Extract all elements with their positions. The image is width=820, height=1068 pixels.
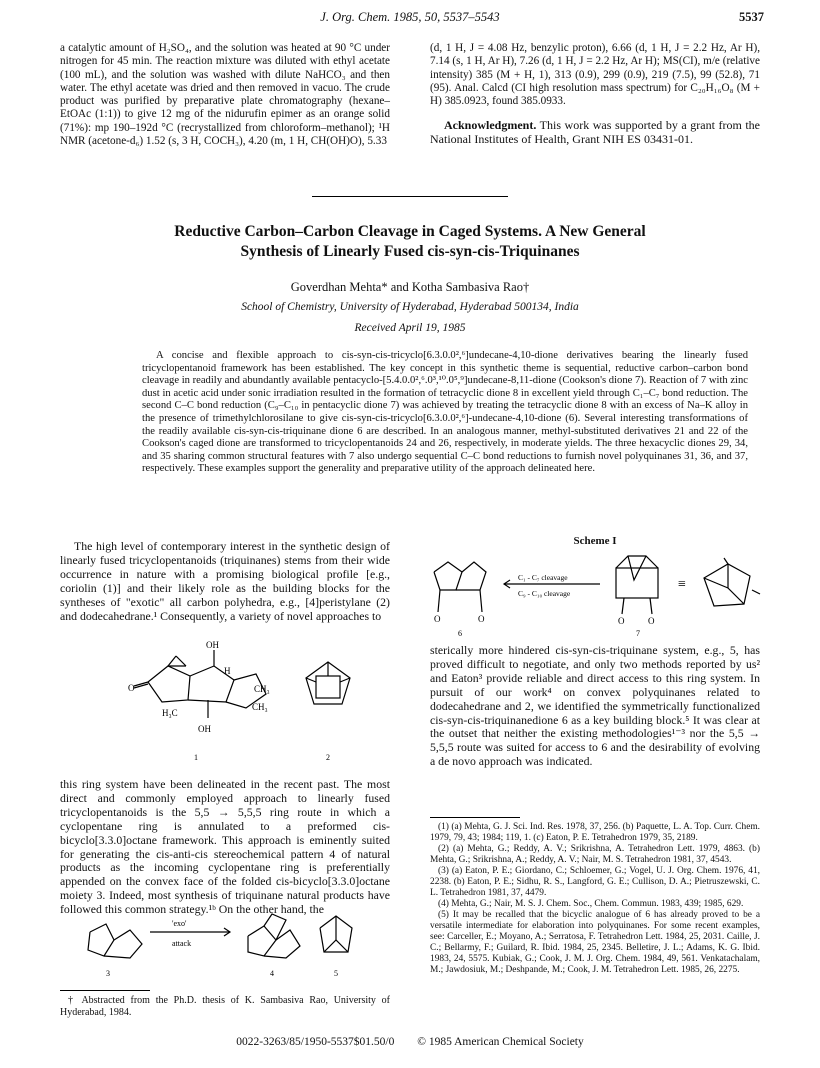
oh-label-bottom: OH bbox=[198, 724, 211, 734]
acknowledgment-label: Acknowledgment. bbox=[444, 118, 537, 133]
acknowledgment bbox=[430, 118, 760, 146]
reference-item: (3) (a) Eaton, P. E.; Giordano, C.; Schloemer, G.; Vogel, U. J. Org. Chem. 1976, 41, 2238. (b) Eaton, P. E.; Sidhu, R. S., Langford, G. E.; Cullison, D. A.; Pietruszewski, C. L. Tetrahedron 1981, 37, 4479. bbox=[430, 866, 760, 898]
received-date: Received April 19, 1985 bbox=[354, 322, 466, 334]
references-rule bbox=[430, 817, 520, 818]
reference-item: (1) (a) Mehta, G. J. Sci. Ind. Res. 1978, 37, 256. (b) Paquette, L. A. Top. Curr. Chem. 1979, 79, 43; 1984; 119, 1. (c) Eaton, P. E. Tetrahedron 1979, 35, 2189. bbox=[430, 822, 760, 843]
article-code: 0022-3263/85/1950-5537$01.50/0 bbox=[236, 1036, 395, 1048]
scheme-title: Scheme I bbox=[573, 535, 617, 547]
structure-3-label: 3 bbox=[106, 969, 110, 978]
arrow-bottom-label: C₉ - C₁₀ cleavage bbox=[518, 589, 571, 598]
title-line-1: Reductive Carbon–Carbon Cleavage in Caged Systems. A New General bbox=[174, 223, 646, 240]
equivalence-sign: ≡ bbox=[678, 577, 686, 592]
arrow-top-label: C₁ - C₇ cleavage bbox=[518, 573, 568, 582]
title-line-2: Synthesis of Linearly Fused cis-syn-cis-Triquinanes bbox=[240, 243, 580, 260]
structure-5-label: 5 bbox=[334, 969, 338, 978]
scheme-label-7: 7 bbox=[636, 629, 640, 638]
oh-label-top: OH bbox=[206, 640, 219, 650]
prev-article-left-text: a catalytic amount of H₂SO₄, and the solution was heated at 90 °C under nitrogen for 45 min. The reaction mixture was diluted with ethyl acetate (100 mL), and the solution was washed with dilute NaHCO₃ and then water. The ethyl acetate was dried and then removed in vacuo. The crude product was purified by preparative plate chromatography (hexane–EtOAc (1:1)) to give 12 mg of the nidurufin epimer as an orange solid (71%): mp 190–192d °C (recrystallized from chloroform–methanol); ¹H NMR (acetone-d₆) 1.52 (s, 3 H, COCH₃), 4.20 (m, 1 H, CH(OH)O), 5.33 bbox=[60, 42, 390, 148]
scheme-o-7-left: O bbox=[618, 616, 625, 626]
structures-1-2 bbox=[128, 636, 368, 771]
exo-label: 'exo' bbox=[172, 919, 187, 928]
prev-article-left-column bbox=[60, 42, 390, 148]
article-title bbox=[60, 222, 760, 262]
copyright: © 1985 American Chemical Society bbox=[417, 1036, 584, 1048]
page-footer bbox=[0, 1036, 820, 1048]
authors: Goverdhan Mehta* and Kotha Sambasiva Rao† bbox=[290, 280, 530, 294]
article-separator bbox=[312, 196, 508, 197]
prev-article-right-text: (d, 1 H, J = 4.08 Hz, benzylic proton), 6.66 (d, 1 H, J = 2.2 Hz, Ar H), 7.14 (s, 1 H, Ar H), 7.26 (d, 1 H, J = 2.2 Hz, Ar H); MS(CI), m/e (relative intensity) 385 (M + H, 1), 313 (0.9), 299 (0.9), 219 (7.5), 99 (52.8), 71 (95). Anal. Calcd (CI high resolution mass spectrum) for C₂₀H₁₆O₈ (M + H) 385.0923, found 385.0933. bbox=[430, 42, 760, 108]
h3c-label: H₃C bbox=[162, 708, 178, 718]
body-paragraph: The high level of contemporary interest in the synthetic design of linearly fused tricyclopentanoids (triquinanes) stems from their wide occurrence in nature with a promising biological profile [e.g., coriolin (1)] and their likely role as the building blocks for the syntheses of "exotic" all carbon polyhedra, e.g., [4]peristylane (2) and dodecahedrane.¹ Consequently, a variety of novel approaches to bbox=[60, 539, 390, 623]
abstract: A concise and flexible approach to cis-syn-cis-tricyclo[6.3.0.0²,⁶]undecane-4,10-dione derivatives bearing the linearly fused tricyclopentanoid framework has been established. The key concept in this synthetic theme is sequential, reductive carbon–carbon bond cleavage in readily and abundantly available pentacyclo-[5.4.0.0²,⁶.0³,¹⁰.0⁵,⁹]undecane-8,11-dione (Cookson's dione 7). Reaction of 7 with zinc dust in acetic acid under sonic irradiation resulted in the formation of tetracyclic dione 8 in excellent yield through C₁–C₇ bond reduction. The second C–C bond reduction (C₉–C₁₀ in pentacyclic dione 7) was achieved by treating the tetracyclic dione 8 with an excess of Na–K alloy in the presence of trimethylchlorosilane to give cis-syn-cis-tricyclo[6.3.0.0²,⁶]-undecane-4,10-dione (6). Several interesting transformations of the readily available cis-syn-cis-triquinane dione 6 are described. In an analogous manner, methyl-substituted derivatives 21 and 22 of the Cookson's caged dione are transformed to tricyclopentanoids 24 and 26, respectively, in moderate yields. The three hexacyclic diones 29, 34, and 35 sharing common structural features with 7 also undergo sequential C–C bond reductions to furnish novel polyquinanes 31, 36, and 37, respectively. These examples support the generality and preparative utility of the approach delineated here. bbox=[142, 350, 748, 475]
scheme-o-right: O bbox=[478, 614, 485, 624]
journal-header: J. Org. Chem. 1985, 50, 5537–5543 bbox=[320, 10, 500, 24]
prev-article-right-column bbox=[430, 42, 760, 146]
reference-item: (2) (a) Mehta, G.; Reddy, A. V.; Srikrishna, A. Tetrahedron Lett. 1979, 4863. (b) Mehta, G.; Srikrishna, A.; Reddy, A. V.; Nair, M. S. Tetrahedron 1981, 37, 4543. bbox=[430, 844, 760, 865]
body-paragraph: sterically more hindered cis-syn-cis-triquinane system, e.g., 5, has proved difficult to negotiate, and only two methods reported by us² and Eaton³ provide reliable and direct access to this ring system. In pursuit of our work⁴ on convex polyquinanes related to dodecahedrane and 2, we identified the symmetrically functionalized cis-syn-cis-triquinanedione 6 as a key building block.⁵ It was clear at the outset that neither the existing methodologies¹⁻³ nor the 5,5 → 5,5,5 route was suited for access to 6 and the desirability of evolving a de novo approach was indicated. bbox=[430, 643, 760, 769]
body-right-p1-block bbox=[430, 644, 760, 769]
ch3-label-top: CH₃ bbox=[254, 684, 270, 694]
ketone-o-label: O bbox=[128, 683, 135, 693]
affiliation: School of Chemistry, University of Hyderabad, Hyderabad 500134, India bbox=[241, 301, 579, 313]
body-left-p2-block bbox=[60, 778, 390, 917]
scheme-1-diagram bbox=[428, 550, 764, 640]
references bbox=[430, 822, 760, 976]
body-left-p1-block bbox=[60, 540, 390, 623]
scheme-o-left: O bbox=[434, 614, 441, 624]
page-number: 5537 bbox=[739, 10, 764, 24]
reference-item: (4) Mehta, G.; Nair, M. S. J. Chem. Soc., Chem. Commun. 1983, 439; 1985, 629. bbox=[438, 899, 744, 909]
structure-1-label: 1 bbox=[194, 753, 198, 762]
ch3-label-bottom: CH₃ bbox=[252, 702, 268, 712]
author-footnote bbox=[60, 995, 390, 1019]
attack-label: attack bbox=[172, 939, 192, 948]
structures-3-4-5 bbox=[80, 912, 380, 982]
acknowledgment-text: This work was supported by a grant from the National Institutes of Health, Grant NIH ES 03431-01. bbox=[430, 118, 760, 147]
body-paragraph: this ring system have been delineated in the recent past. The most direct and commonly employed approach to linearly fused tricyclopentanoids is the 5,5 → 5,5,5 ring route in which a cyclopentane ring is annulated to a preformed cis-bicyclo[3.3.0]octane framework. This approach is eminently suited for generating the cis-anti-cis stereochemical pattern 4 of natural products as the incoming cyclopentane ring is preferentially appended on the convex face of the folded cis-bicyclo[3.3.0]octane moiety 3. Indeed, most synthesis of triquinane natural products have followed this common strategy.¹ᵇ On the other hand, the bbox=[60, 777, 390, 917]
scheme-label-6: 6 bbox=[458, 629, 462, 638]
footnote-rule bbox=[60, 990, 150, 991]
author-footnote-text: † Abstracted from the Ph.D. thesis of K. Sambasiva Rao, University of Hyderabad, 1984. bbox=[60, 995, 390, 1018]
structure-2-label: 2 bbox=[326, 753, 330, 762]
structure-4-label: 4 bbox=[270, 969, 274, 978]
h-label: H bbox=[224, 666, 231, 676]
reference-item: (5) It may be recalled that the bicyclic analogue of 6 has already proved to be a versatile intermediate for elaboration into polyquinanes. For some recent examples, see: Carceller, E.; Moyano, A.; Serratosa, F. Tetrahedron Lett. 1984, 25, 2031. Caille, J. C.; Bellarmy, F.; Guilard, R. Ibid. 1984, 25, 2345. Belletire, J. L.; Adams, K. G. Ibid. 1983, 24, 5575. Kubiak, G.; Cook, J. M. J. Org. Chem. 1984, 49, 561. Venkatachalam, M.; Jawdosiuk, M.; Deshpande, M.; Cook, J. M. Tetrahedron Lett. 1985, 26, 2275. bbox=[430, 910, 760, 975]
scheme-o-7-right: O bbox=[648, 616, 655, 626]
